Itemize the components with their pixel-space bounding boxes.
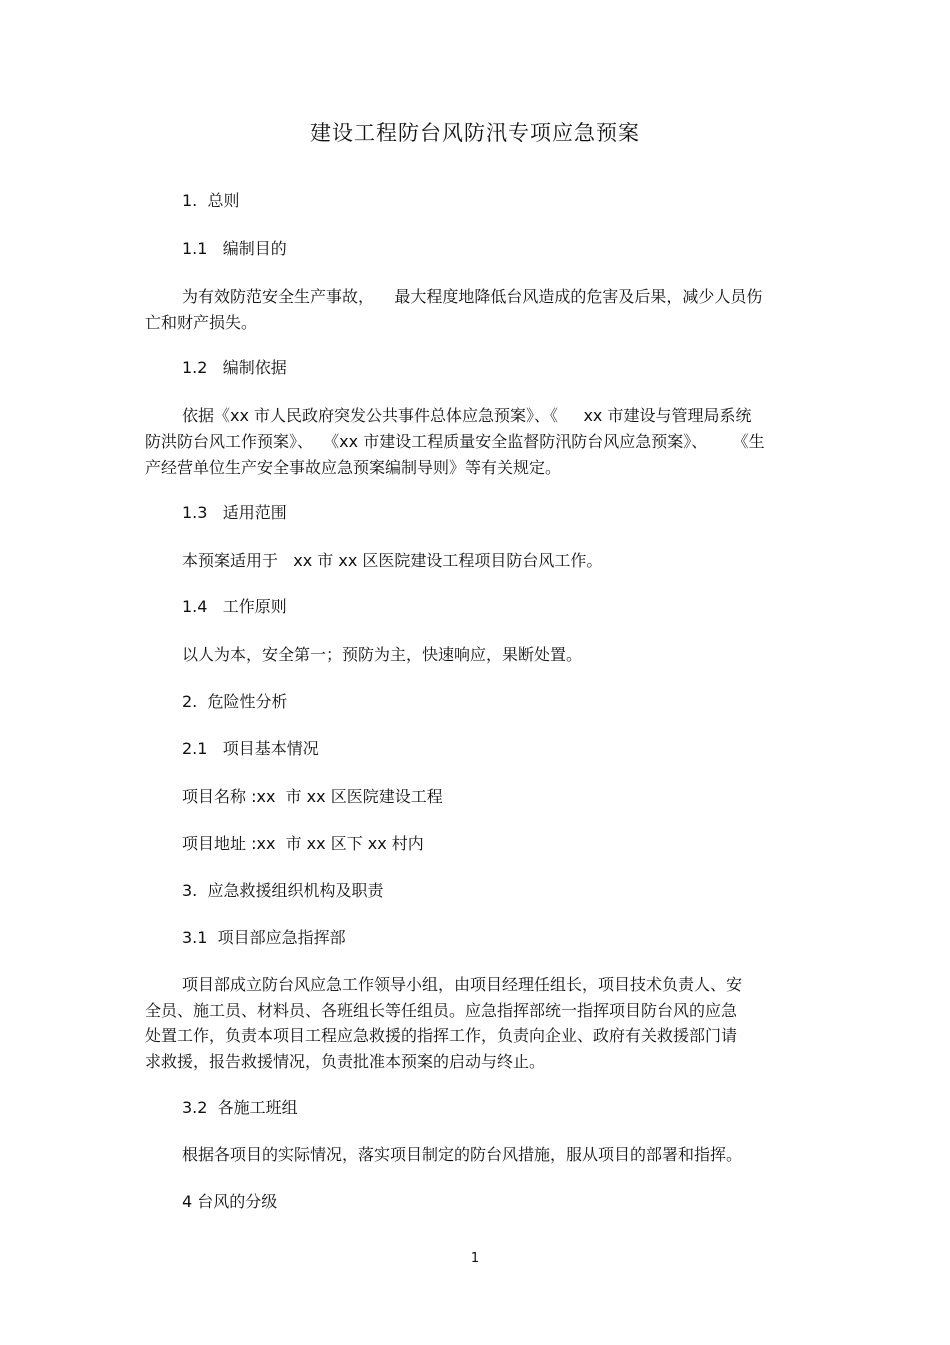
paragraph-3-1-line-3: 处置工作，负责本项目工程应急救援的指挥工作，负责向企业、政府有关救援部门请 [145, 1026, 738, 1045]
heading-1-4: 1.4 工作原则 [182, 597, 287, 616]
page-number: 1 [470, 1251, 480, 1266]
paragraph-3-1-line-2: 全员、施工员、材料员、各班组长等任组员。应急指挥部统一指挥项目防台风的应急 [145, 1001, 738, 1020]
document-title: 建设工程防台风防汛专项应急预案 [310, 121, 640, 145]
heading-1-1: 1.1 编制目的 [182, 239, 287, 258]
heading-2: 2. 危险性分析 [182, 692, 288, 711]
paragraph-1-2-line-3: 产经营单位生产安全事故应急预案编制导则》等有关规定。 [145, 458, 562, 477]
heading-3-1: 3.1 项目部应急指挥部 [182, 928, 346, 947]
heading-1: 1. 总则 [182, 191, 240, 210]
heading-3: 3. 应急救援组织机构及职责 [182, 881, 384, 900]
paragraph-3-1-line-4: 求救援，报告救援情况，负责批准本预案的启动与终止。 [145, 1052, 546, 1071]
paragraph-1-3: 本预案适用于 xx 市 xx 区医院建设工程项目防台风工作。 [182, 551, 603, 570]
heading-4: 4 台风的分级 [182, 1192, 278, 1211]
paragraph-1-2-line-2: 防洪防台风工作预案》、 《xx 市建设工程质量安全监督防汛防台风应急预案》、 《生 [145, 432, 765, 451]
project-name: 项目名称 :xx 市 xx 区医院建设工程 [182, 787, 443, 806]
paragraph-1-4: 以人为本，安全第一；预防为主，快速响应，果断处置。 [182, 645, 583, 664]
heading-3-2: 3.2 各施工班组 [182, 1098, 298, 1117]
paragraph-1-1-line-2: 亡和财产损失。 [145, 313, 258, 332]
heading-2-1: 2.1 项目基本情况 [182, 739, 319, 758]
heading-1-3: 1.3 适用范围 [182, 503, 287, 522]
paragraph-1-2-line-1: 依据《xx 市人民政府突发公共事件总体应急预案》、《 xx 市建设与管理局系统 [182, 406, 752, 425]
project-address: 项目地址 :xx 市 xx 区下 xx 村内 [182, 834, 424, 853]
paragraph-3-1-line-1: 项目部成立防台风应急工作领导小组，由项目经理任组长，项目技术负责人、安 [182, 975, 743, 994]
heading-1-2: 1.2 编制依据 [182, 358, 287, 377]
paragraph-1-1-line-1: 为有效防范安全生产事故， 最大程度地降低台风造成的危害及后果，减少人员伤 [182, 287, 763, 306]
paragraph-3-2: 根据各项目的实际情况，落实项目制定的防台风措施，服从项目的部署和指挥。 [182, 1145, 743, 1164]
